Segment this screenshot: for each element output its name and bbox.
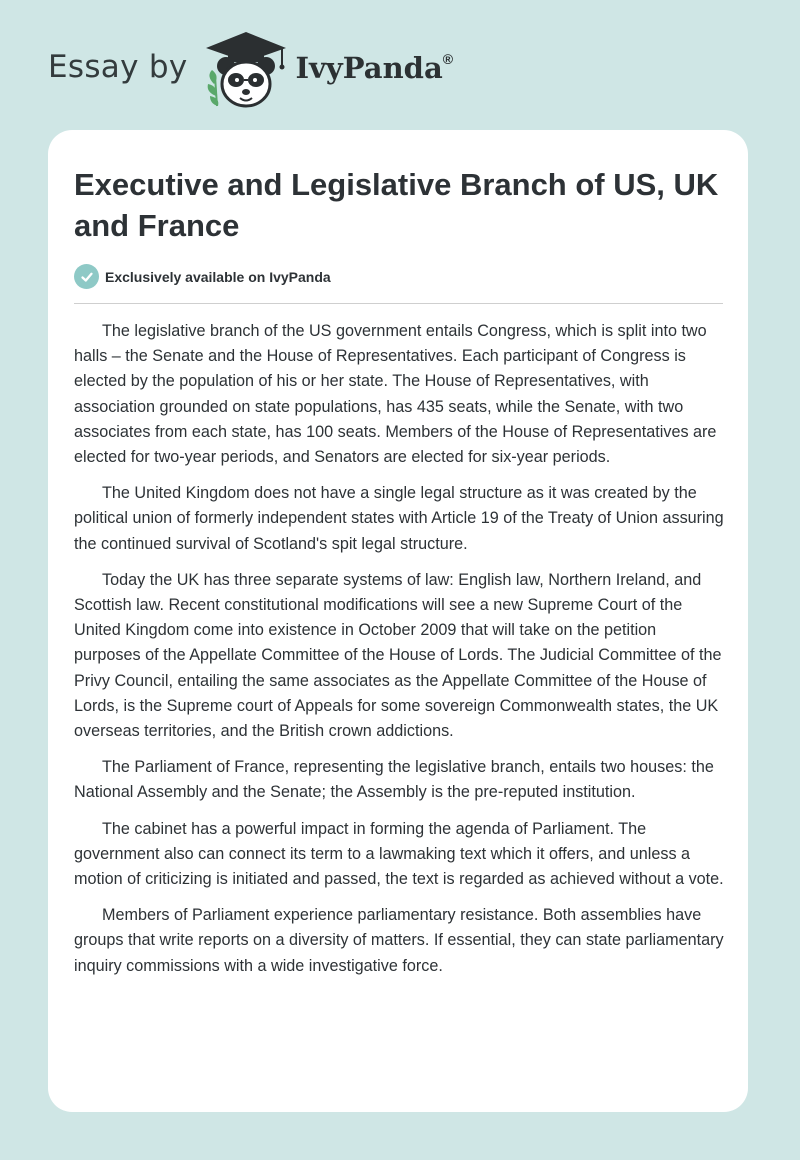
essay-card [48,130,748,1112]
paragraph: The cabinet has a powerful impact in forming the agenda of Parliament. The government also can connect its term to a lawmaking text which it offers, and unless a motion of criticizing is initiated and passed, the text is regarded as achieved without a vote. [74,819,724,889]
paragraph: Today the UK has three separate systems of law: English law, Northern Ireland, and Scottish law. Recent constitutional modifications will see a new Supreme Court of the United Kingdom come into existence in October 2009 that will take on the petition purposes of the Appellate Committee of the House of Lords. The Judicial Committee of the Privy Council, entailing the same associates as the Appellate Committee of the House of Lords, is the Supreme court of Appeals for some sovereign Commonwealth states, the UK overseas territories, and the British crown addictions. [74,570,722,741]
exclusive-badge-text: Exclusively available on IvyPanda [105,268,331,285]
panda-graduation-cap-icon[interactable] [202,30,290,110]
essay-title: Executive and Legislative Branch of US, UK and France [74,167,719,243]
paragraph: The legislative branch of the US government entails Congress, which is split into two halls – the Senate and the House of Representatives. Each participant of Congress is elected by the population of his or her state. The House of Representatives, with association grounded on state populations, has 435 seats, while the Senate, with two associates from each state, has 100 seats. Members of the House of Representatives are elected for two-year periods, and Senators are elected for six-year periods. [74,322,717,467]
divider [74,303,723,304]
paragraph: Members of Parliament experience parliamentary resistance. Both assemblies have groups that write reports on a diversity of matters. If essential, they can state parliamentary inquiry commissions with a wide investigative force. [74,906,724,975]
site-header [48,30,453,110]
paragraph: The Parliament of France, representing the legislative branch, entails two houses: the National Assembly and the Senate; the Assembly is the pre-reputed institution. [74,758,714,802]
essay-by-label: Essay by [48,49,188,85]
paragraph: The United Kingdom does not have a single legal structure as it was created by the political union of formerly independent states with Article 19 of the Treaty of Union assuring the continued survival of Scotland's spit legal structure. [74,484,724,553]
registered-mark: ® [442,51,454,67]
exclusive-badge [74,264,331,289]
essay-body [74,319,726,990]
brand-name[interactable]: IvyPanda® [295,51,454,85]
checkmark-icon [74,264,99,289]
